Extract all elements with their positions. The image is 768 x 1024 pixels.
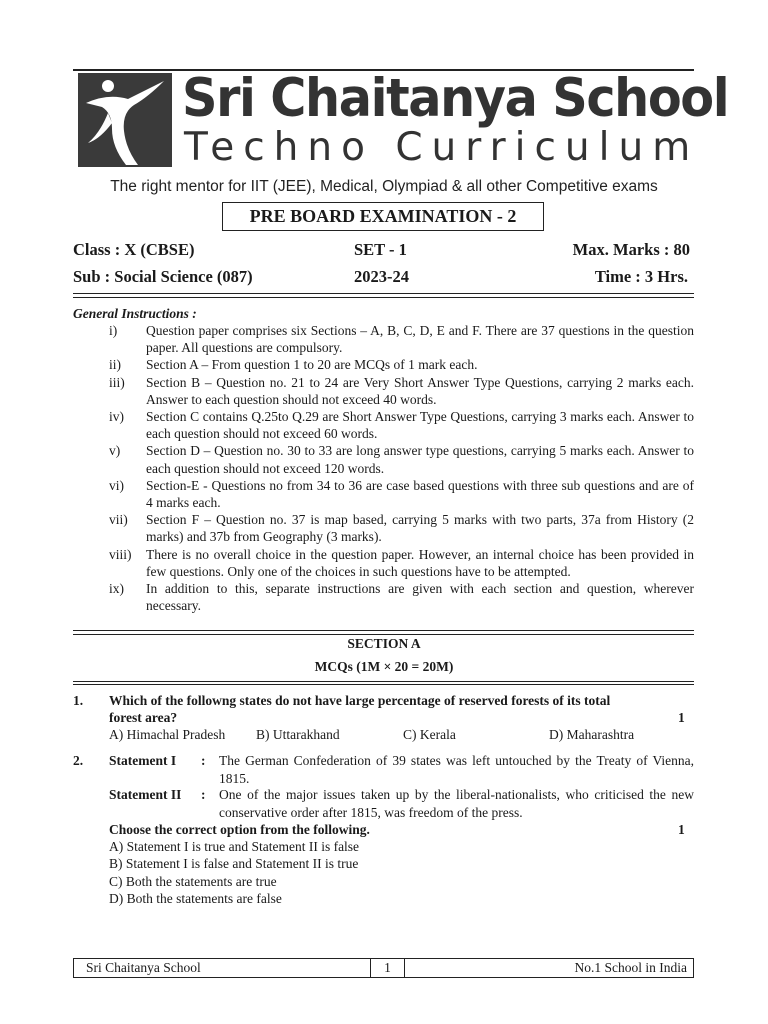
instruction-item <box>109 477 694 511</box>
instruction-number: viii) <box>109 546 132 562</box>
time-label: Time : 3 Hrs. <box>594 267 688 286</box>
option-a: A) Himachal Pradesh <box>109 727 226 742</box>
running-figure-logo-icon <box>78 73 172 167</box>
year-label: 2023-24 <box>354 267 409 286</box>
question-marks: 1 <box>678 710 685 725</box>
brand-subtitle: Techno Curriculum <box>184 125 700 170</box>
instruction-item <box>109 546 694 580</box>
instruction-text: Section F – Question no. 37 is map based, carrying 5 marks with two parts, 37a from History (2 marks) and 37b from Geography (3 marks). <box>146 512 694 545</box>
instruction-item <box>109 408 694 442</box>
instruction-text: Section D – Question no. 30 to 33 are long answer type questions, carrying 5 marks each. Answer to each question should not exceed 120 words. <box>146 443 694 476</box>
tagline: The right mentor for IIT (JEE), Medical, Olympiad & all other Competitive exams <box>110 178 658 195</box>
option-a: A) Statement I is true and Statement II is false <box>109 839 360 854</box>
divider-double-rule <box>73 630 694 635</box>
subject-label: Sub : Social Science (087) <box>73 267 253 286</box>
instruction-text: Section-E - Questions no from 34 to 36 are case based questions with three sub questions and are of 4 marks each. <box>146 477 694 511</box>
instruction-item <box>109 374 694 408</box>
instruction-text: Section A – From question 1 to 20 are MCQs of 1 mark each. <box>146 357 478 373</box>
instruction-number: vii) <box>109 512 128 528</box>
question-text-cont: forest area? <box>109 710 178 725</box>
page-footer <box>73 958 694 978</box>
instruction-text: Section B – Question no. 21 to 24 are Very Short Answer Type Questions, carrying 2 marks each. Answer to each question should not exceed 40 words. <box>146 374 694 407</box>
exam-title: PRE BOARD EXAMINATION - 2 <box>222 202 544 231</box>
instruction-item <box>109 580 694 614</box>
question-text: Which of the followng states do not have large percentage of reserved forests of its total <box>109 693 611 708</box>
logo-graphic <box>78 73 172 167</box>
footer-school-name: Sri Chaitanya School <box>74 959 371 977</box>
statement-1-colon: : <box>201 753 206 768</box>
question-number: 2. <box>73 753 84 768</box>
section-subtitle: MCQs (1M × 20 = 20M) <box>314 659 454 674</box>
divider-double-rule <box>73 681 694 685</box>
statement-2-label: Statement II <box>109 787 182 802</box>
question-marks: 1 <box>678 822 685 837</box>
option-b: B) Uttarakhand <box>256 727 340 742</box>
statement-1-text: The German Confederation of 39 states was left untouched by the Treaty of Vienna, 1815. <box>219 753 694 786</box>
class-label: Class : X (CBSE) <box>73 240 195 259</box>
instruction-item <box>109 442 694 476</box>
set-label: SET - 1 <box>354 240 407 259</box>
instruction-item <box>109 511 694 545</box>
instructions-list <box>109 322 694 614</box>
instruction-number: vi) <box>109 477 124 493</box>
section-title: SECTION A <box>347 636 421 651</box>
instruction-text: In addition to this, separate instructions are given with each section and question, wherever necessary. <box>146 581 694 614</box>
question-prompt: Choose the correct option from the following. <box>109 822 370 837</box>
statement-2-text: One of the major issues taken up by the liberal-nationalists, who criticised the new conservative order after 1815, was freedom of the press. <box>219 787 694 820</box>
instruction-text: There is no overall choice in the question paper. However, an internal choice has been provided in few questions. Only one of the choices in such questions have to be attempted. <box>146 546 694 579</box>
instruction-number: i) <box>109 323 118 338</box>
option-d: D) Maharashtra <box>549 727 635 742</box>
instruction-item <box>109 322 694 356</box>
option-b: B) Statement I is false and Statement II is true <box>109 856 359 871</box>
statement-2-colon: : <box>201 787 206 802</box>
footer-page-number: 1 <box>371 959 405 977</box>
instruction-number: ix) <box>109 581 124 597</box>
option-d: D) Both the statements are false <box>109 891 282 906</box>
option-c: C) Kerala <box>403 727 456 742</box>
instruction-number: ii) <box>109 357 121 373</box>
question-number: 1. <box>73 693 84 708</box>
brand-name: Sri Chaitanya School <box>182 68 729 129</box>
instruction-number: iv) <box>109 409 124 425</box>
instruction-text: Section C contains Q.25to Q.29 are Short Answer Type Questions, carrying 3 marks each. Answer to each question should not exceed 60 words. <box>146 409 694 442</box>
divider-double-rule <box>73 293 694 298</box>
option-c: C) Both the statements are true <box>109 874 277 889</box>
instruction-item <box>109 356 694 373</box>
instruction-number: iii) <box>109 374 125 390</box>
statement-1-label: Statement I <box>109 753 177 768</box>
instructions-title: General Instructions : <box>73 306 197 321</box>
max-marks-label: Max. Marks : 80 <box>572 240 690 259</box>
instruction-text: Question paper comprises six Sections – A, B, C, D, E and F. There are 37 questions in the question paper. All questions are compulsory. <box>146 323 694 356</box>
instruction-number: v) <box>109 443 121 459</box>
footer-slogan: No.1 School in India <box>574 960 687 975</box>
